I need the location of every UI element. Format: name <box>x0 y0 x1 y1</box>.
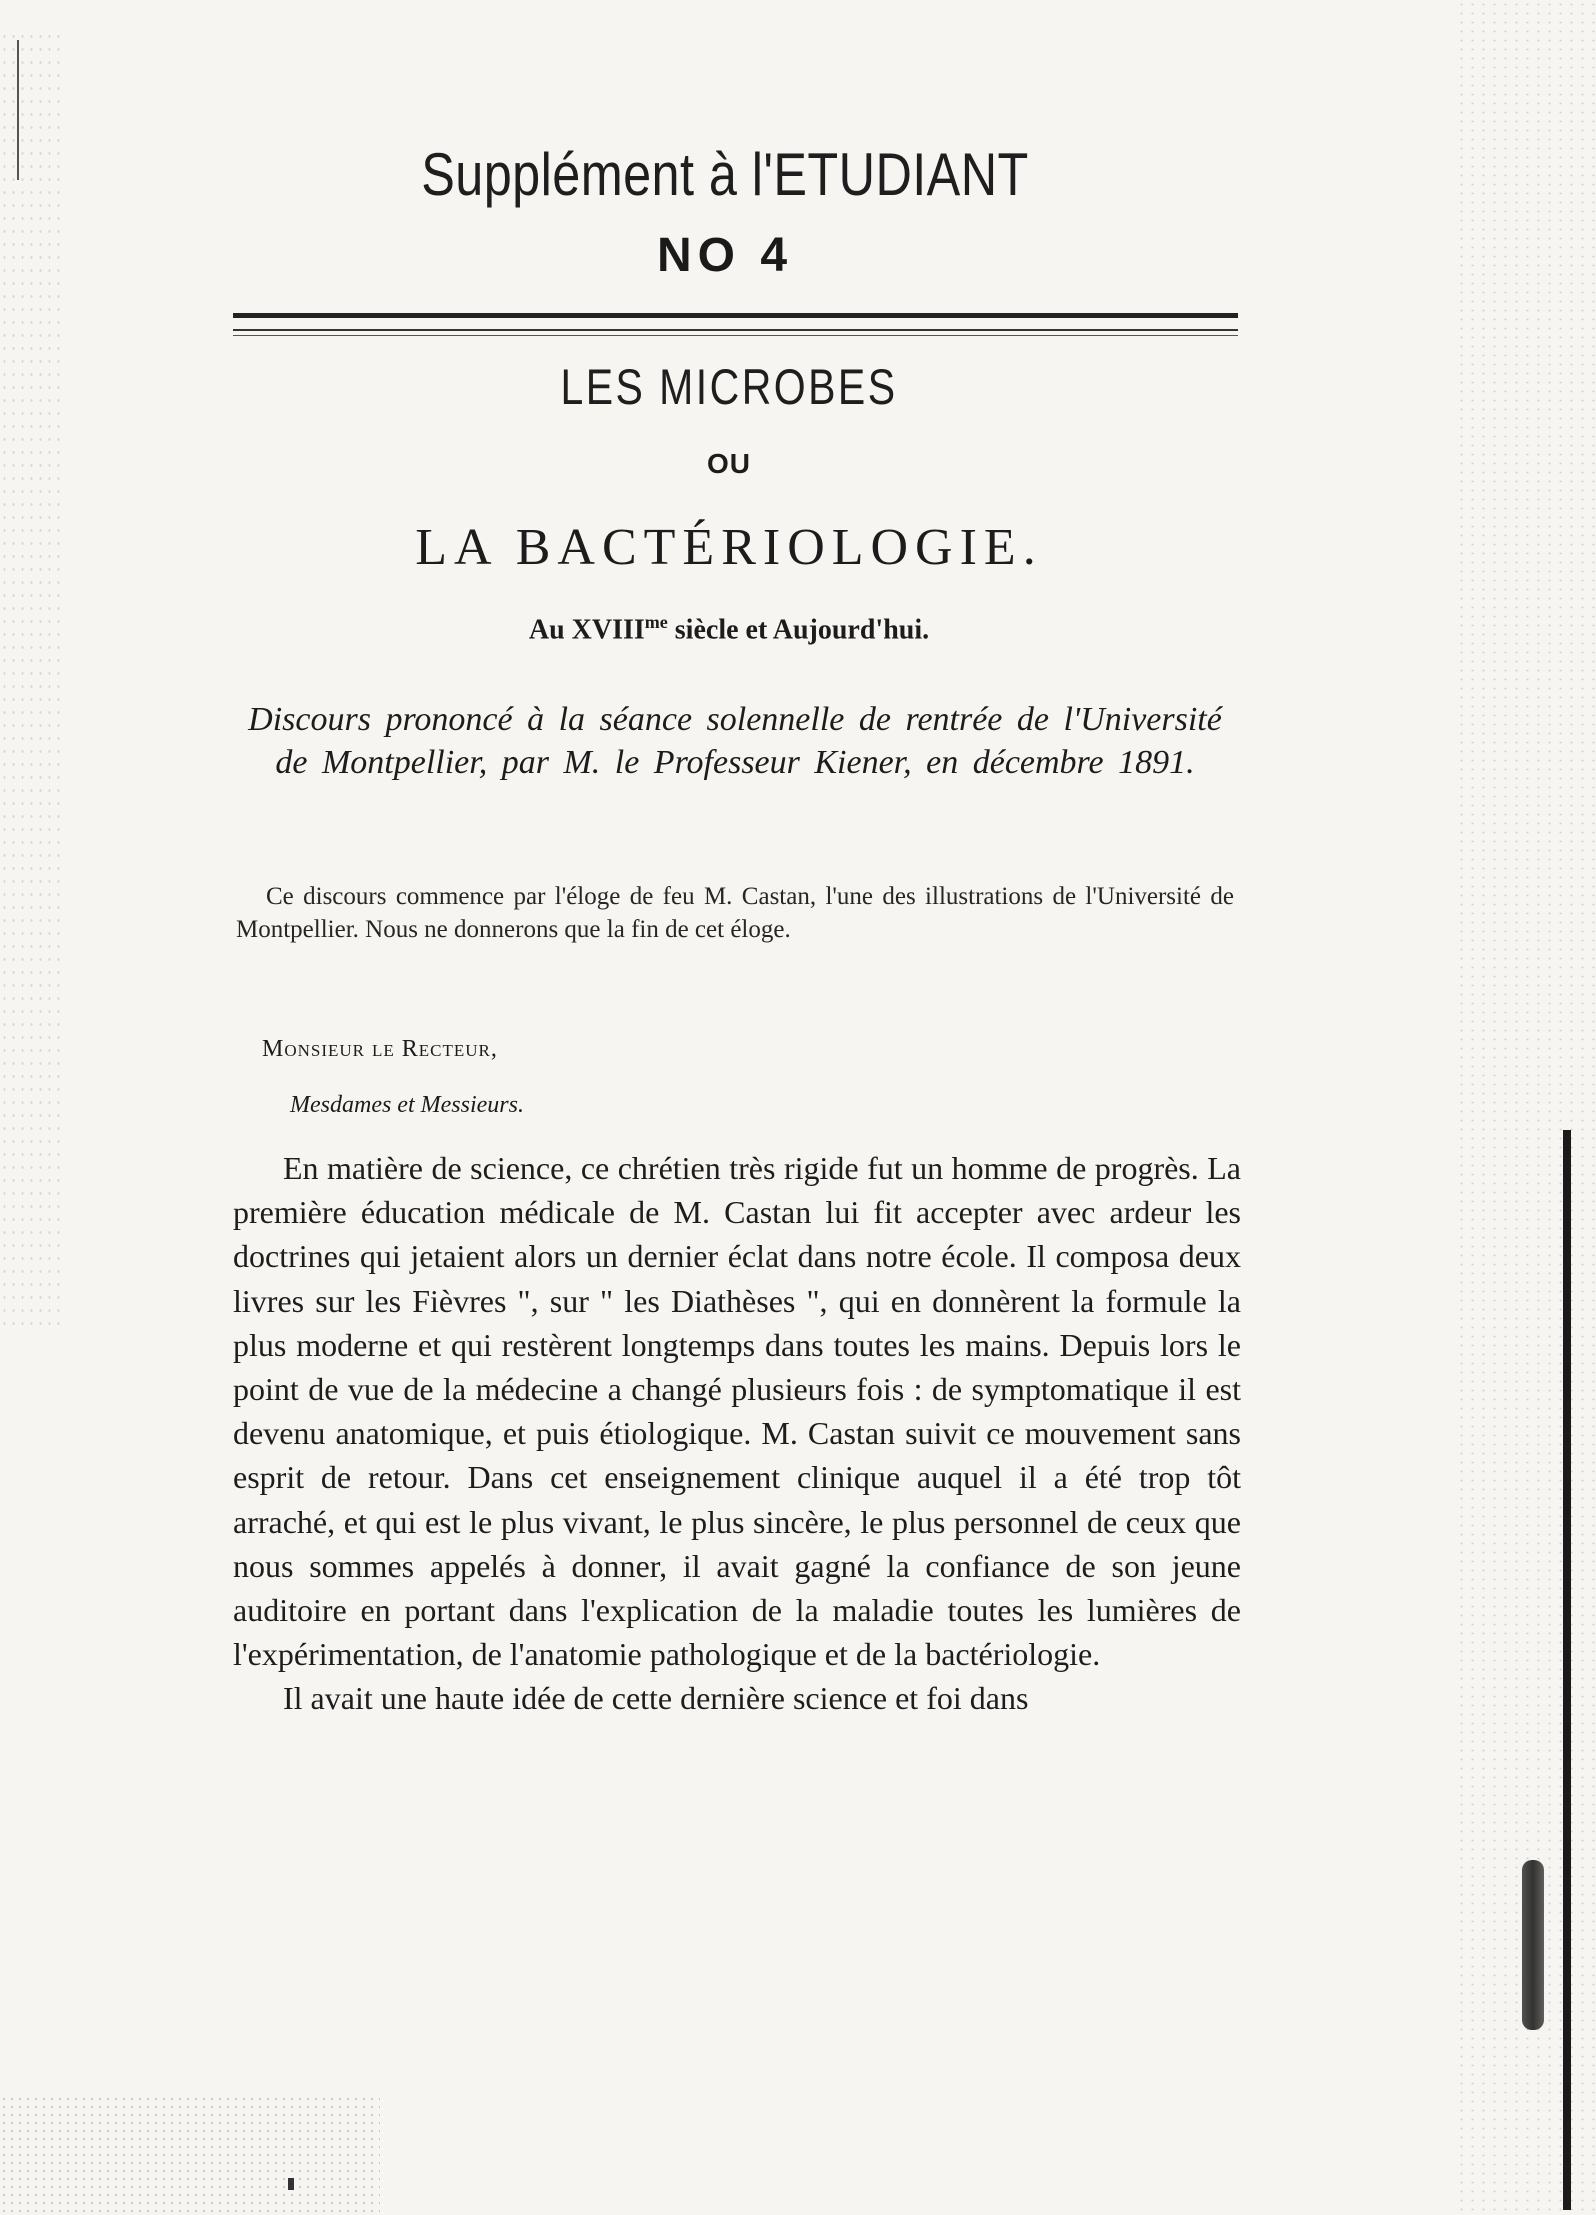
scan-noise-bottom <box>0 2095 380 2215</box>
salutation-audience: Mesdames et Messieurs. <box>290 1092 524 1118</box>
subtitle-superscript: me <box>644 612 668 632</box>
bottom-speck <box>288 2178 294 2190</box>
article-subtitle <box>0 612 1458 646</box>
title-connector: OU <box>707 448 751 479</box>
subtitle-part-2: siècle et Aujourd'hui. <box>667 614 930 646</box>
header-rule-thick <box>233 313 1238 318</box>
editor-note: Ce discours commence par l'éloge de feu M. Castan, l'une des illustrations de l'Université de Montpellier. Nous ne donnerons que la fin de cet éloge. <box>236 883 1234 943</box>
binding-shadow <box>1522 1860 1544 2030</box>
article-title: LES MICROBES <box>560 359 898 415</box>
body-paragraph: En matière de science, ce chrétien très rigide fut un homme de progrès. La première éducation médicale de M. Castan lui fit accepter avec ardeur les doctrines qui jetaient alors un dernier éclat dans notre école. Il composa deux livres sur les Fièvres ", sur " les Diathèses ", qui en donnèrent la formule la plus moderne et qui restèrent longtemps dans toutes les mains. Depuis lors le point de vue de la médecine a changé plusieurs fois : de symptomatique il est devenu anatomique, et puis étiologique. M. Castan suivit ce mouvement sans esprit de retour. Dans cet enseignement clinique auquel il a été trop tôt arraché, et qui est le plus vivant, le plus sincère, le plus personnel de ceux que nous sommes appelés à donner, il avait gagné la confiance de son jeune auditoire en portant dans l'explication de la maladie toutes les lumières de l'expérimentation, de l'anatomie pathologique et de la bactériologie. <box>233 1150 1241 1673</box>
salutation-rector: Monsieur le Recteur, <box>262 1036 498 1062</box>
supplement-title: Supplément à l'ETUDIANT <box>421 141 1029 208</box>
body-paragraph: Il avait une haute idée de cette dernière science et foi dans <box>283 1680 1029 1717</box>
speech-attribution: Discours prononcé à la séance solennelle de rentrée de l'Université de Montpellier, par M. le Professeur Kiener, en décembre 1891. <box>248 701 1222 781</box>
issue-number: NO 4 <box>656 229 794 282</box>
header-rule-hairline <box>233 335 1238 336</box>
speech-body <box>233 1146 1241 1721</box>
article-secondary-title: LA BACTÉRIOLOGIE. <box>415 519 1043 576</box>
header-rule-thin <box>233 329 1238 331</box>
scan-noise-left <box>0 30 60 1330</box>
subtitle-part-1: Au XVIII <box>528 614 645 646</box>
left-edge-mark <box>17 40 19 180</box>
right-edge-shadow <box>1563 1130 1571 2210</box>
